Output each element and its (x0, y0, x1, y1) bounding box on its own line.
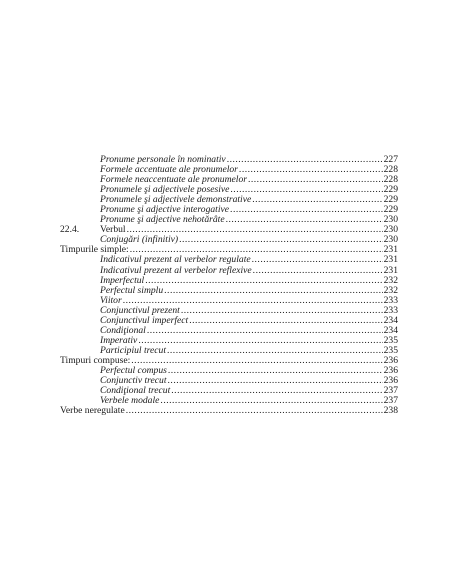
toc-entry-line (60, 406, 398, 416)
dot-leader (230, 205, 383, 215)
toc-entry-page-number: 232 (383, 284, 398, 296)
toc-entry-page-number: 232 (383, 274, 398, 286)
toc-entry-page-number: 235 (383, 344, 398, 356)
toc-entry-title: Pronumele şi adjectivele demonstrative (100, 194, 252, 206)
toc-entry (60, 406, 398, 416)
dot-leader (167, 346, 383, 356)
dot-leader (181, 306, 383, 316)
toc-entry-line (100, 266, 398, 276)
toc-entry-page-number: 236 (383, 354, 398, 366)
table-of-contents (60, 155, 398, 416)
toc-entry-page-number: 237 (383, 395, 398, 407)
toc-entry-page-number: 230 (383, 214, 398, 226)
toc-entry (60, 255, 398, 265)
toc-entry-title: Conjunctivul imperfect (100, 314, 189, 326)
toc-entry-title: Indicativul prezent al verbelor regulate (100, 254, 251, 266)
toc-entry-page-number: 230 (383, 224, 398, 236)
dot-leader (239, 165, 383, 175)
toc-entry-page-number: 236 (383, 364, 398, 376)
toc-entry-page-number: 231 (383, 264, 398, 276)
toc-entry-line (100, 235, 398, 245)
toc-entry-line (100, 215, 398, 225)
dot-leader (252, 255, 383, 265)
toc-entry-title: Perfectul simplu (100, 284, 164, 296)
dot-leader (230, 185, 382, 195)
dot-leader (145, 276, 382, 286)
dot-leader (171, 386, 382, 396)
dot-leader (147, 326, 383, 336)
toc-entry-title: Conjunctiv trecut (100, 375, 167, 387)
toc-entry-page-number: 236 (383, 375, 398, 387)
toc-entry-title: Pronume şi adjective nehotărâte (100, 214, 225, 226)
toc-entry-title: Imperfectul (100, 274, 145, 286)
toc-entry-page-number: 233 (383, 304, 398, 316)
dot-leader (168, 366, 383, 376)
toc-entry-title: Formele neaccentuate ale pronumelor (100, 174, 247, 186)
dot-leader (131, 356, 382, 366)
dot-leader (168, 376, 383, 386)
toc-entry-title: Viitor (100, 294, 122, 306)
toc-entry-number: 22.4. (60, 224, 80, 236)
toc-entry-page-number: 229 (383, 194, 398, 206)
toc-entry-line (100, 286, 398, 296)
toc-entry-page-number: 234 (383, 324, 398, 336)
toc-entry-page-number: 228 (383, 174, 398, 186)
toc-entry-title: Pronumele şi adjectivele posesive (100, 184, 230, 196)
dot-leader (179, 235, 383, 245)
toc-entry-title: Pronume şi adjective interogative (100, 204, 230, 216)
dot-leader (227, 155, 383, 165)
toc-entry-title: Condiţional trecut (100, 385, 171, 397)
toc-entry-page-number: 227 (383, 154, 398, 165)
toc-entry-page-number: 229 (383, 184, 398, 196)
toc-entry-title: Indicativul prezent al verbelor reflexive (100, 264, 252, 276)
toc-entry-line (100, 326, 398, 336)
toc-entry-page-number: 231 (383, 244, 398, 256)
dot-leader (189, 316, 382, 326)
toc-entry-line (100, 346, 398, 356)
toc-entry-title: Imperativ (100, 334, 138, 346)
toc-entry-title: Conjunctivul prezent (100, 304, 180, 316)
dot-leader (164, 286, 382, 296)
toc-entry-title: Condiţional (100, 324, 146, 336)
toc-entry-page-number: 237 (383, 385, 398, 397)
toc-entry-page-number: 231 (383, 254, 398, 266)
toc-entry-page-number: 235 (383, 334, 398, 346)
toc-entry-page-number: 229 (383, 204, 398, 216)
toc-entry-title: Verbul (100, 224, 126, 236)
dot-leader (252, 195, 382, 205)
toc-entry-title: Verbe neregulate (60, 405, 125, 417)
toc-entry-line (100, 255, 398, 265)
toc-entry-title: Participiul trecut (100, 344, 166, 356)
toc-entry-page-number: 228 (383, 164, 398, 176)
dot-leader (248, 175, 383, 185)
toc-entry-line (100, 396, 398, 406)
toc-entry-title: Perfectul compus (100, 364, 167, 376)
toc-entry-title: Conjugări (infinitiv) (100, 234, 179, 246)
dot-leader (226, 215, 383, 225)
toc-entry-page-number: 234 (383, 314, 398, 326)
dot-leader (138, 336, 382, 346)
toc-entry-title: Formele accentuate ale pronumelor (100, 164, 238, 176)
dot-leader (126, 406, 383, 416)
toc-entry-title: Pronume personale în nominativ (100, 154, 226, 165)
toc-entry-page-number: 233 (383, 294, 398, 306)
toc-entry-title: Verbele modale (100, 395, 160, 407)
toc-entry-page-number: 230 (383, 234, 398, 246)
toc-entry-title: Timpuri compuse: (60, 354, 131, 366)
dot-leader (160, 396, 382, 406)
toc-entry-title: Timpurile simple: (60, 244, 129, 256)
toc-entry-page-number: 238 (383, 405, 398, 417)
dot-leader (253, 266, 383, 276)
